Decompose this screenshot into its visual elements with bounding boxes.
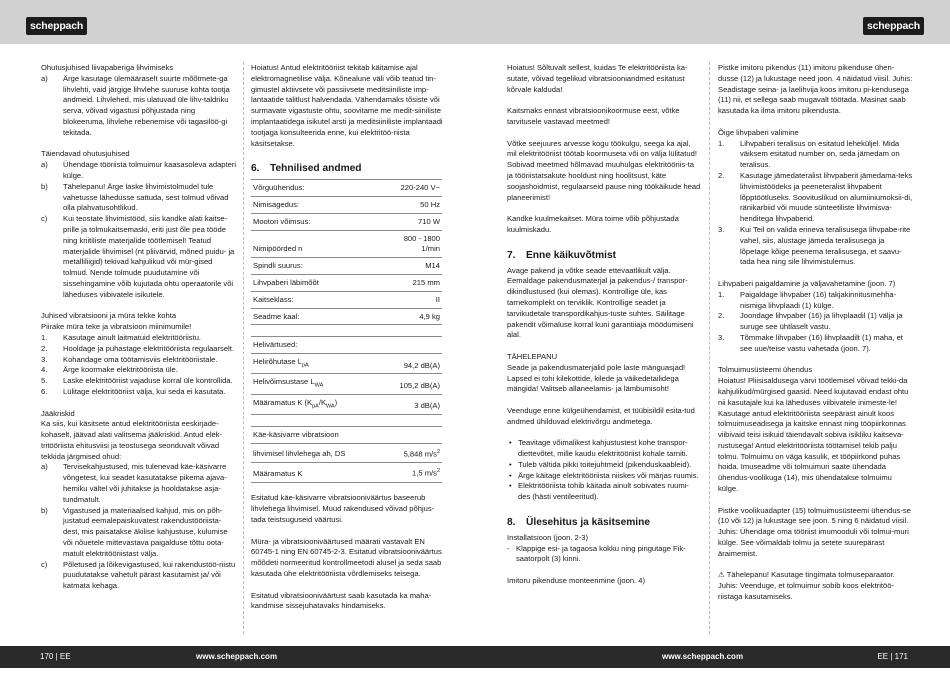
- blank-cell: [251, 415, 382, 427]
- list-item: [41, 462, 237, 505]
- paragraph: Pistke voolikuadapter (15) tolmuimusüsteemi ühendus-se (10 või 12) ja lukustage see joon. 5 ning 6 näidatud viisil. Juhis: Ühendage oma tööriist imumooduli või tolmui-muri külge. See võimaldab tolmu ja setete suurepärast äraimemist.: [718, 505, 911, 558]
- item-label: 1.: [718, 138, 725, 148]
- item-text: Teavitage võimalikest kahjustustest kohe transpor-diettevõtet, mille kaudu elektritööriist kohale tarniti.: [518, 438, 688, 459]
- section-heading: [507, 516, 701, 529]
- item-label: a): [41, 73, 48, 83]
- spec-key: Määramatus K: [251, 463, 382, 482]
- item-label: 1.: [41, 332, 48, 342]
- spec-value: M14: [382, 258, 442, 275]
- paragraph: Kaitsmaks ennast vibratsioonikoormuse eest, võtke tarvitusele vastavad meetmed!: [507, 106, 680, 126]
- numbered-list: [41, 462, 237, 592]
- bullet-item: [507, 438, 701, 460]
- paragraph: Piirake müra teke ja vibratsioon miinimumile!: [41, 322, 192, 332]
- item-label: a): [41, 160, 48, 170]
- item-label: 1.: [718, 289, 725, 299]
- item-text: Ärge koormake elektritööriista üle.: [63, 365, 178, 375]
- noise-title: Helivärtused:: [251, 337, 442, 354]
- item-text: Elektritööriista tohib käitada ainult sobivates ruumi-des (hästi ventileeritud).: [518, 481, 689, 502]
- list-item: [41, 344, 237, 355]
- key-sub: pA: [301, 362, 309, 369]
- key-text: /K: [318, 397, 327, 407]
- value-sup: 2: [436, 448, 440, 455]
- spec-table: [251, 179, 442, 482]
- numbered-list: [41, 74, 237, 139]
- table-row: [251, 394, 442, 414]
- table-row: [251, 308, 442, 325]
- table-row: [251, 354, 442, 374]
- list-item: [718, 225, 913, 268]
- table-row: [251, 443, 442, 462]
- spec-value: [382, 230, 442, 258]
- table-row: [251, 291, 442, 308]
- item-text: Tuleb vältida pikki toitejuhtmeid (pikenduskaableid).: [518, 459, 692, 469]
- column-1: [41, 63, 237, 592]
- dash-icon: -: [507, 543, 510, 553]
- heading-text: Enne käikuvõtmist: [526, 249, 617, 261]
- table-row: [251, 427, 442, 444]
- paragraph: Veenduge enne külgeühendamist, et tüübisildil esita-tud andmed ühilduvad elektrivõrgu andmetega.: [507, 405, 695, 426]
- table-row: [251, 415, 442, 427]
- warning-paragraph: ⚠ Tähelepanu! Kasutage tingimata tolmuseparaator. Juhis: Veenduge, et tolmuimur sobib koos elektritöö-riistaga kasutamiseks.: [718, 570, 895, 602]
- column-3: [507, 63, 701, 587]
- spec-value: [382, 463, 442, 482]
- column-4: [718, 63, 913, 603]
- footer-bar: [0, 646, 950, 668]
- item-text: Vigastused ja materiaalsed kahjud, mis on põh-justatud eemalepaiskuvatest rakendustööriista-dest, mis paisatakse äkilise kahjustuse, kulumise või nõuetele mittevastava paigalduse tõttu oota-matult elektritööriistast välja.: [63, 505, 228, 558]
- table-row: [251, 463, 442, 482]
- numbered-list: [718, 139, 913, 269]
- table-row: [251, 374, 442, 394]
- table-row: [251, 274, 442, 291]
- key-text: Määramatus K (K: [253, 397, 313, 407]
- spec-key: Nimipöörded n: [251, 230, 382, 258]
- list-item: [41, 376, 237, 387]
- spec-key: lihvimisel lihvlehega ah, DS: [251, 443, 382, 462]
- numbered-list: [718, 290, 913, 355]
- list-item: [41, 506, 237, 560]
- item-label: c): [41, 214, 48, 224]
- spec-value: 215 mm: [382, 274, 442, 291]
- spec-key: Spindli suurus:: [251, 258, 382, 275]
- column-divider: [709, 62, 710, 634]
- spec-key: Võrguühendus:: [251, 180, 382, 197]
- spec-key: Kaitseklass:: [251, 291, 382, 308]
- paragraph: Esitatud vibratsiooniväärtust saab kasutada ka maha-kandmise sissejuhatavaks hindamiseks.: [251, 590, 432, 611]
- spec-key: Mootori võimsus:: [251, 213, 382, 230]
- spec-value: 710 W: [382, 213, 442, 230]
- paragraph: Esitatud käe-käsivarre vibratsiooniväärtus baseerub lihvlehega lihvimisel. Muud rakendused võivad põhjus-tada teistsuguseid väärtusi.: [251, 493, 435, 524]
- item-label: c): [41, 559, 48, 569]
- bullet-icon: •: [509, 459, 512, 469]
- paragraph: Kandke kuulmekaitset. Müra toime võib põhjustada kuulmiskadu.: [507, 214, 679, 234]
- list-item: [718, 333, 913, 355]
- section-title: Juhised vibratsiooni ja müra tekke kohta: [41, 311, 177, 321]
- table-row: [251, 196, 442, 213]
- item-text: Kasutage jämedateralist lihvpaberit jämedama-teks lihvimistöödeks ja peeneteralist lihvpaberit lõpptöötluseks. Soovituslikud on alumiiniumoksii-di, ränikarbiid või muude sünteetiliste lihvimisva-henditega lihvpaberid.: [740, 170, 913, 224]
- bullet-icon: •: [509, 438, 512, 448]
- item-text: Tähelepanu! Ärge laske lihvimistolmudel tule vahetusse lähedusse sattuda, sest tolmud võivad olla plahvatusohtlikud.: [63, 181, 229, 213]
- spec-key: [251, 394, 382, 414]
- item-text: Lülitage elektritööriist välja, kui seda ei kasutata.: [63, 386, 226, 396]
- spec-value: 105,2 dB(A): [382, 374, 442, 394]
- item-text: Tõmmake lihvpaber (16) lihvplaadilt (1) maha, et see uue/teise vastu vahetada (joon. 7).: [740, 332, 903, 353]
- numbered-list: [41, 333, 237, 398]
- item-text: Ärge käitage elektritööriista niiskes või märjas ruumis.: [518, 470, 699, 480]
- spec-key: Lihvpaberi läbimõõt: [251, 274, 382, 291]
- paragraph: Pistke imitoru pikendus (11) imitoru pikenduse ühen-dusse (12) ja lukustage need joon. 4 näidatud viisil. Juhis: Seadistage seina- ja laelihvija koos imitoru pi-kendusega (11) nii, et sellega saab mugavalt töötada. Masinat saab kasutada ka ilma imitoru pikendusta.: [718, 63, 913, 116]
- key-sub: pA: [312, 403, 319, 410]
- value-sup: 2: [436, 468, 440, 475]
- dash-item: [507, 544, 701, 566]
- item-text: Ühendage tööriista tolmuimur kaasasoleva adapteri külge.: [63, 160, 237, 180]
- key-text: Helirõhutase L: [253, 357, 302, 367]
- bullet-item: [507, 460, 701, 471]
- item-label: b): [41, 505, 48, 515]
- numbered-list: [41, 160, 237, 300]
- key-sub: WA: [326, 403, 335, 410]
- table-row: [251, 258, 442, 275]
- spec-key: [251, 374, 382, 394]
- item-text: Ärge kasutage ülemääraselt suurte mõõtmete-ga lihvlehti, vaid järgige lihvlehe suuruse kohta tootja andmeid. Lihvlehed, mis ulatuvad üle lihv-taldriku serva, võivad vigastusi põhjustada ning blokeeruma, lihvlehe rebenemise või tagasilöö-gi tekitada.: [63, 73, 230, 137]
- key-text: ): [334, 397, 338, 407]
- list-item: [718, 139, 913, 171]
- spec-key: [251, 354, 382, 374]
- item-label: 2.: [718, 170, 725, 180]
- spec-value: 94,2 dB(A): [382, 354, 442, 374]
- item-text: Põletused ja lõikevigastused, kui rakendustöö-riistu puudutatakse vahetult pärast kasutamist ja/ või katmata kehaga.: [63, 559, 236, 591]
- list-item: [41, 160, 237, 182]
- item-label: 6.: [41, 386, 48, 396]
- bullet-item: [507, 471, 701, 482]
- section-heading: [507, 249, 701, 262]
- item-label: a): [41, 462, 48, 472]
- bullet-icon: •: [509, 470, 512, 480]
- item-text: Kohandage oma töötamisviis elektritööriistale.: [63, 354, 218, 364]
- paragraph: Ka siis, kui käsitsete antud elektritööriista eeskirjade-kohaselt, jäävad alati valitsema jääkriskid. Antud elek-tritööriista ehitusviisi ja teostusega seonduvalt võivad tekkida järgmised ohud:: [41, 419, 223, 461]
- paragraph: Imitoru pikenduse monteerimine (joon. 4): [507, 576, 646, 586]
- spec-value: 3 dB(A): [382, 394, 442, 414]
- list-item: [718, 311, 913, 333]
- paragraph: Hoiatus! Pliisisaldusega värvi töötlemisel võivad tekki-da kahjulikud/mürgised gaasid. Need kujutavad endast ohtu nii kasutajale kui ka läheduses viibivatele inimeste-le! Kasutage antud elektritööriista seepärast ainult koos tolmuimuseadisega ja kaitske ennast ning tööpiirkonnas viibivaid teisi isikuid täiendavalt sobiva isikliku kaitseva-rustusega! Antud elektritööriista töötamisel tekib palju tolmu. Tolmuimu on väga kasulik, et tööpiirkond puhas hoida. Imuseadme või tolmuimuri saate ühendada ühendus-voolikuga (14), mis ühendatakse tolmuimu külge.: [718, 376, 909, 494]
- blank-cell: [251, 325, 382, 337]
- list-item: [41, 387, 237, 398]
- item-text: Hooldage ja puhastage elektritööriista regulaarselt.: [63, 343, 234, 353]
- column-divider: [243, 62, 244, 634]
- item-label: 2.: [718, 311, 725, 321]
- key-text: Helivõimsustase L: [253, 377, 315, 387]
- spec-value: II: [382, 291, 442, 308]
- value-text: 1,5 m/s: [412, 468, 437, 478]
- item-label: 5.: [41, 376, 48, 386]
- paragraph: Installatsioon (joon. 2-3): [507, 532, 589, 542]
- item-label: 3.: [718, 332, 725, 342]
- table-row: [251, 337, 442, 354]
- spec-value: 50 Hz: [382, 196, 442, 213]
- section-title: Tolmuimusüsteemi ühendus: [718, 365, 813, 375]
- paragraph: Müra- ja vibratsiooniväärtused määrati vastavalt EN 60745-1 ning EN 60745-2-3. Esitatud vibratsiooniväärtus mõõdeti normeeritud kontrollmeetodi alusel ja seda saab kasutada ühe elektritööriista võrdlemiseks teisega.: [251, 536, 442, 578]
- page-number-left: 170 | EE: [40, 652, 71, 661]
- spec-value: 4,9 kg: [382, 308, 442, 325]
- list-item: [41, 333, 237, 344]
- key-sub: WA: [314, 382, 324, 389]
- table-row: [251, 180, 442, 197]
- list-item: [41, 214, 237, 300]
- section-title: Õige lihvpaberi valimine: [718, 127, 799, 137]
- list-item: [41, 182, 237, 214]
- spec-value-line: 800 - 1800: [403, 233, 440, 243]
- spec-key: Seadme kaal:: [251, 308, 382, 325]
- bullet-list: [507, 438, 701, 503]
- item-label: 2.: [41, 343, 48, 353]
- bullet-item: [507, 481, 701, 503]
- brand-logo-right: scheppach: [863, 17, 924, 35]
- spec-key: Nimisagedus:: [251, 196, 382, 213]
- item-text: Joondage lihvpaber (16) ja lihvplaadil (1) välja ja suruge see ühtlaselt vastu.: [740, 311, 903, 332]
- heading-number: 8.: [507, 516, 516, 528]
- note-title: TÄHELEPANU: [507, 351, 558, 361]
- list-item: [41, 365, 237, 376]
- list-item: [41, 560, 237, 592]
- section-title: Jääkriskid: [41, 408, 75, 418]
- item-text: Laske elektritööriist vajaduse korral üle kontrollida.: [63, 376, 233, 386]
- blank-cell: [382, 325, 442, 337]
- item-text: Kui Teil on valida erineva teralisusega lihvpabe-rite vahel, siis, alustage jämeda teralisusega ja lõpetage kõige peenema teralisusega, et saavu-tada hea ning sile lihvimistulemus.: [740, 224, 911, 267]
- header-bar: [0, 0, 950, 44]
- section-title: Lihvpaberi paigaldamine ja väljavahetamine (joon. 7): [718, 278, 896, 288]
- item-text: Paigaldage lihvpaber (16) takjakinnitusmehha-nismiga lihvplaadi (1) külge.: [740, 289, 897, 310]
- section-heading: [251, 162, 443, 175]
- paragraph: Seade ja pakendusmaterjalid pole laste mänguasjad! Lapsed ei tohi kilekottide, kilede ja väikedetailidega mängida! Valitseb allaneelamis- ja lämbumisoht!: [507, 362, 686, 394]
- item-text: Tervisekahjustused, mis tulenevad käe-käsivarre võngetest, kui seadet kasutatakse pikema ajava-hemiku vältel või juhitakse ja hooldatakse asja-tundmatult.: [63, 462, 227, 504]
- bullet-icon: •: [509, 481, 512, 491]
- vibration-title: Käe-käsivarre vibratsioon: [251, 427, 442, 444]
- spec-value-unit: 1/min: [421, 244, 440, 254]
- item-label: 3.: [41, 354, 48, 364]
- brand-logo-left: scheppach: [26, 17, 87, 35]
- item-text: Klappige esi- ja tagaosa kokku ning pingutage Fik-saatorpolt (3) kinni.: [516, 543, 686, 564]
- list-item: [41, 355, 237, 366]
- item-text: Kui teostate lihvimistööd, siis kandke alati kaitse-prille ja tolmukaitsemaski, eriti just õle pea tööde ning kriitiliste materjalide töötlemisel! Teatud materjalide lihvimisel (nt pliivärvid, mõned puidu- ja metalliliigid) tekivad kahjulikud või mür-gised tolmud. Nende tolmude puudutamine või sissehingamine võib kujutada ohtu operaatorile või läheduses viibivatele isikutele.: [63, 214, 235, 299]
- spec-value: [382, 443, 442, 462]
- paragraph: Hoiatus! Sõltuvalt sellest, kuidas Te elektritööriista ka-sutate, võivad tegelikud vibratsiooniandmed esitatust kõrvale kalduda!: [507, 63, 688, 94]
- page-number-right: EE | 171: [877, 652, 908, 661]
- section-title: Ohutusjuhised liivapaberiga lihvimiseks: [41, 63, 174, 72]
- dash-list: [507, 544, 701, 566]
- list-item: [718, 290, 913, 312]
- heading-number: 7.: [507, 249, 516, 261]
- item-text: Kasutage ainult laitmatuid elektritööriistu.: [63, 332, 202, 342]
- paragraph: Hoiatus! Antud elektritööriist tekitab käitamise ajal elektromagnetilise välja. Kõnealune väli võib teatud tin-gimustel aktiivsete või passiivsete meditsiiniliste imp-lantaatide talitlust halvendada. Vähendamaks tõsiste või surmavate vigastuste ohtu, soovitame me medit-siiniliste implantaatidega isikutel arsti ja meditsiiniliste implantaadi tootjaga konsulteerida enne, kui elektritöö-riista käsitsetakse.: [251, 63, 443, 148]
- value-text: 5,848 m/s: [403, 449, 437, 459]
- blank-cell: [382, 415, 442, 427]
- website-link-right[interactable]: www.scheppach.com: [662, 652, 744, 661]
- list-item: [718, 171, 913, 225]
- paragraph: Avage pakend ja võtke seade ettevaatlikult välja. Eemaldage pakendusmaterjal ja pakendus-/ transpor-dikindlustused (kui olemas). Kontrollige üle, kas tarnekomplekt on terviklik. Kontrollige seadet ja tarvikudetale transpordikahjus-tuste suhtes. Säilitage pakendit võimaluse korral kuni garantiiaja möödumiseni alal.: [507, 265, 694, 340]
- website-link-left[interactable]: www.scheppach.com: [196, 652, 278, 661]
- item-label: 3.: [718, 224, 725, 234]
- heading-text: Tehnilised andmed: [270, 163, 362, 175]
- spec-value: 220-240 V~: [382, 180, 442, 197]
- column-2: [251, 63, 443, 612]
- heading-number: 6.: [251, 163, 260, 175]
- item-text: Lihvpaberi teralisus on esitatud leheküljel. Mida väiksem esitatud number on, seda jämedam on teralisus.: [740, 138, 900, 170]
- list-item: [41, 74, 237, 139]
- heading-text: Ülesehitus ja käsitsemine: [526, 516, 651, 528]
- paragraph: Võtke seejuures arvesse kogu töökulgu, seega ka ajal, mil elektritööriist töötab koormuseta või on välja lülitatud! Sobivad meetmed hõlmavad muuhulgas elektritööriis-ta ja tööriistatsakute hooldust ning hoolitsust, käte soojashoidmist, regulaarseid pause ning töökäikude head planeerimist!: [507, 138, 701, 202]
- item-label: b): [41, 181, 48, 191]
- item-label: 4.: [41, 365, 48, 375]
- section-title: Täiendavad ohutusjuhised: [41, 149, 130, 159]
- table-row: [251, 213, 442, 230]
- table-row: [251, 230, 442, 258]
- table-row: [251, 325, 442, 337]
